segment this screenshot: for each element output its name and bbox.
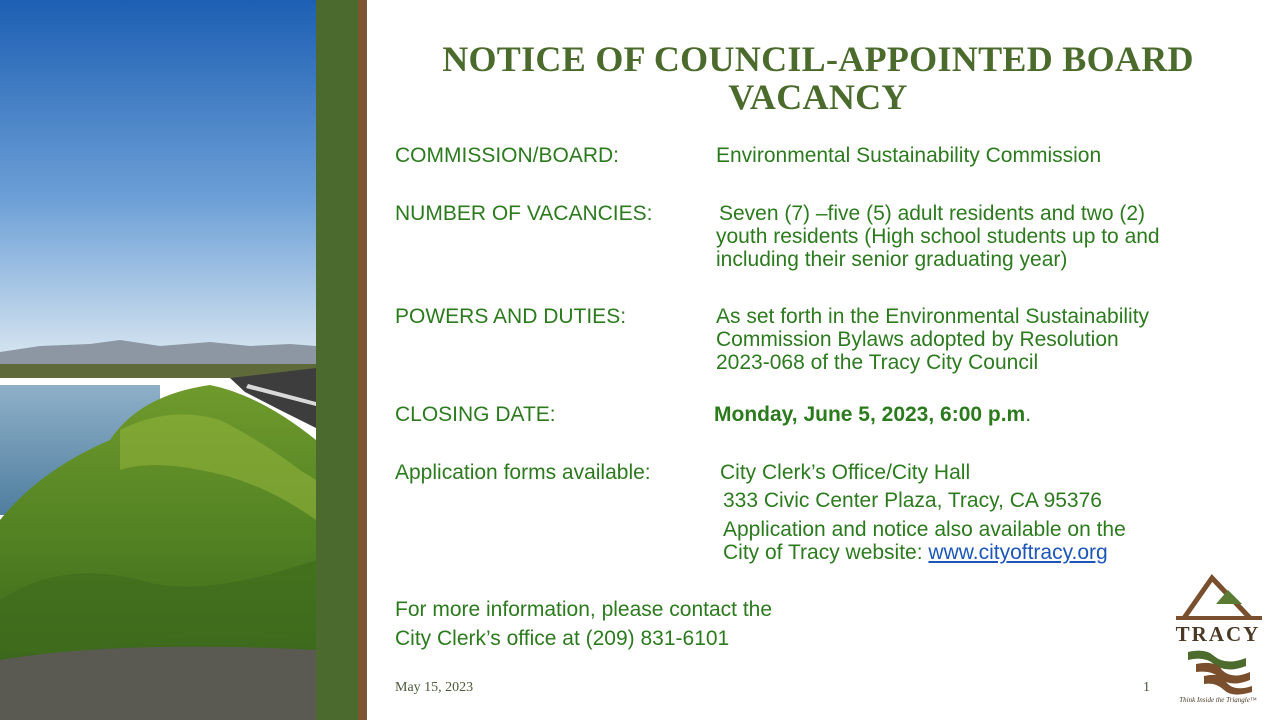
tracy-logo: [1166, 572, 1270, 712]
vacancies-line: youth residents (High school students up to and: [716, 225, 1160, 248]
wave-logo-icon: [1166, 646, 1270, 696]
vacancies-line: including their senior graduating year): [716, 248, 1068, 271]
website-prefix: City of Tracy website:: [723, 541, 929, 564]
commission-value: Environmental Sustainability Commission: [716, 144, 1102, 167]
logo-wordmark: TRACY: [1175, 622, 1261, 646]
footer-date: May 15, 2023: [395, 680, 474, 695]
page-title: NOTICE OF COUNCIL-APPOINTED BOARD VACANCY: [442, 39, 1194, 117]
contact-line-1: For more information, please contact the: [395, 598, 773, 621]
application-label: Application forms available:: [395, 461, 651, 484]
powers-line: Commission Bylaws adopted by Resolution: [716, 328, 1119, 351]
green-divider-bar: [316, 0, 358, 720]
website-link[interactable]: www.cityoftracy.org: [928, 541, 1108, 564]
vacancies-label: NUMBER OF VACANCIES:: [395, 202, 653, 225]
powers-line: 2023-068 of the Tracy City Council: [716, 351, 1039, 374]
website-line: [723, 541, 1108, 564]
vacancies-line: Seven (7) –five (5) adult residents and two (2): [719, 202, 1146, 225]
page-number: 1: [1143, 680, 1150, 695]
application-line: City Clerk’s Office/City Hall: [720, 461, 971, 484]
commission-label: COMMISSION/BOARD:: [395, 144, 620, 167]
powers-line: As set forth in the Environmental Sustainability: [716, 305, 1150, 328]
contact-line-2: City Clerk’s office at (209) 831-6101: [395, 627, 730, 650]
closing-date-value: Monday, June 5, 2023, 6:00 p.m: [714, 403, 1026, 426]
logo-tagline: Think Inside the Triangle™: [1179, 696, 1257, 704]
closing-date-suffix: .: [1025, 403, 1032, 426]
closing-label: CLOSING DATE:: [395, 403, 556, 426]
closing-date: [714, 403, 1031, 426]
landscape-photo: [0, 0, 316, 720]
powers-label: POWERS AND DUTIES:: [395, 305, 627, 328]
brown-divider-bar: [358, 0, 367, 720]
triangle-logo-icon: [1166, 572, 1270, 622]
application-line: Application and notice also available on the: [723, 518, 1126, 541]
application-address: 333 Civic Center Plaza, Tracy, CA 95376: [723, 489, 1102, 512]
